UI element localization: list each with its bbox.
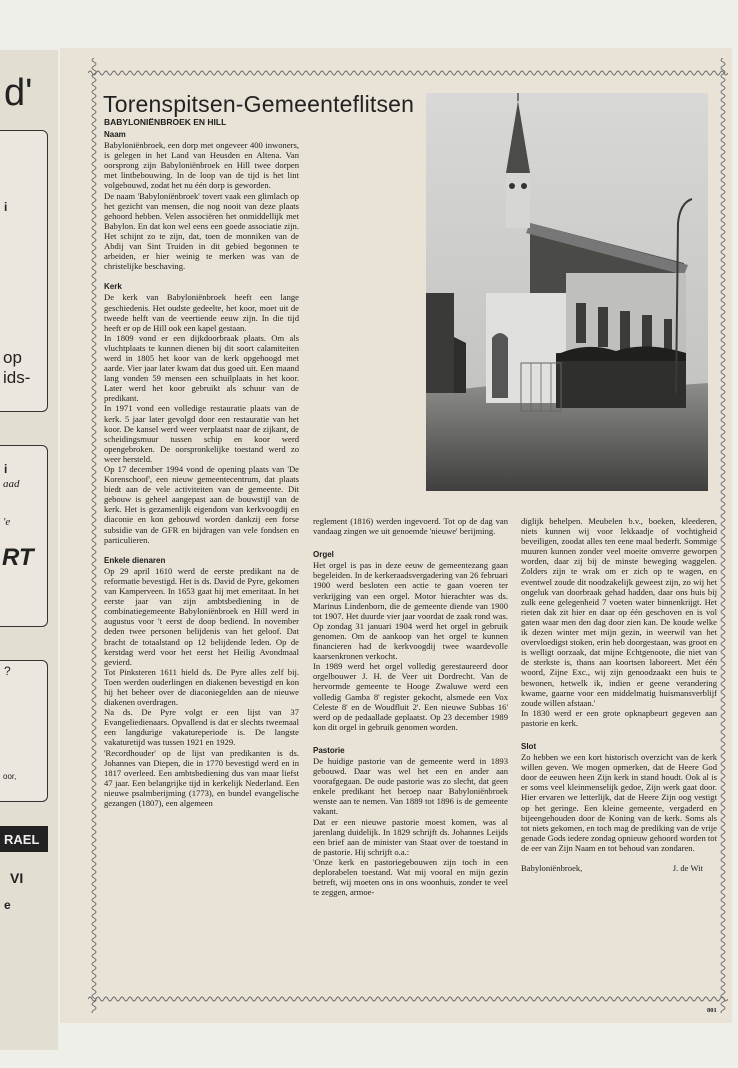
paragraph: Dat er een nieuwe pastorie moest komen, was al jarenlang duidelijk. In 1829 schrijft ds. Johannes Leijds een brief aan de minister van Staat over de toestand in de pastorie. Hij schrijft o.a.: xyxy=(313,816,508,857)
previous-page-edge xyxy=(0,50,58,1050)
paragraph: De huidige pastorie van de gemeente werd in 1893 gebouwd. Daar was wel het een en ander aan voorafgegaan. De oude pastorie was zo slecht, dat geen enkele predikant het beroep naar Babyloniënbroek wenste aan te nemen. Van 1889 tot 1896 is de gemeente vakant. xyxy=(313,755,508,817)
border-bottom xyxy=(88,994,728,1004)
border-top xyxy=(88,68,728,78)
paragraph: 'Onze kerk en pastoriegebouwen zijn toch in een deplorabelen toestand. Wat mij vooral en mijn gezin betreft, wij moeten ons in ons woonhuis, zonder te veel te zeggen, armoe- xyxy=(313,856,508,898)
paragraph: Na ds. De Pyre volgt er een lijst van 37 Evangeliedienaars. Opvallend is dat er slechts tweemaal een langdurige vakatureperiode is. De langste vakaturetijd was tussen 1921 en 1929. xyxy=(104,707,299,748)
border-right xyxy=(718,58,728,1013)
section-heading-naam: Naam xyxy=(104,130,126,139)
section-heading-slot: Slot xyxy=(521,741,537,751)
paragraph: De kerk van Babyloniënbroek heeft een lange geschiedenis. Het oudste gedeelte, het koor, moet uit de tweede helft van de veertiende eeuw zijn. In die tijd heeft er op de Hill ook een kapel gestaan. xyxy=(104,292,299,333)
signature xyxy=(521,863,717,873)
paragraph: Tot Pinksteren 1611 hield ds. De Pyre alles zelf bij. Toen werden ouderlingen en diakenen bevestigd en kon hij het beheer over de diaconiegelden aan de nieuwe diakenen overdragen. xyxy=(104,666,299,708)
church-photo xyxy=(426,93,708,491)
article-title: Torenspitsen-Gemeenteflitsen xyxy=(103,91,415,117)
article-subtitle: BABYLONIËNBROEK EN HILL xyxy=(104,117,227,127)
spine-text-q: ? xyxy=(4,664,11,678)
paragraph: Babyloniënbroek, een dorp met ongeveer 400 inwoners, is gelegen in het Land van Heusden en Altena. Van oorsprong zijn Babyloniënbroek en Hill twee dorpen met lintbebouwing. In de loop van de tijd is het lint volgebouwd, zodat het nu één dorp is geworden. xyxy=(104,140,299,191)
spine-text-aad: aad xyxy=(3,478,20,490)
paragraph: In 1971 vond een volledige restauratie plaats van de kerk. 5 jaar later gevolgd door een restauratie van het koor. De kansel werd weer verplaatst naar de zijkant, de scheidingsmuur tussen schip en koor werd opengebroken. De oorspronkelijke toestand werd zo weer hersteld. xyxy=(104,403,299,464)
section-heading-kerk: Kerk xyxy=(104,282,122,292)
paragraph: Op 29 april 1610 werd de eerste predikant na de reformatie bevestigd. Het is ds. David de Pyre, gekomen van Kamperveen. In 1653 gaat hij met emeritaat. In het eerste jaar van zijn ambtsbediening in de combinatiegemeente Babyloniënbroek en Hill werd in augustus voor 't eerst de doop bediend. In november deden twee personen belijdenis van het geloof. Dat bracht de totaalstand op 12 belijdende leden. Op de kerstdag werd voor het eerst het Heilig Avondmaal gevierd. xyxy=(104,565,299,667)
spine-text-i: i xyxy=(4,200,8,214)
signature-author: J. de Wit xyxy=(672,863,703,873)
paragraph: In 1989 werd het orgel volledig gerestaureerd door orgelbouwer J. H. de Veer uit Dordrecht. Van de hervormde gemeente te Hooge Zwaluwe werd een volledig Gamba 8' register gekocht, alsmede een Vox Celeste 8' en de Woudfluit 2'. Een nieuwe Subbas 16' werd op de pedaallade geplaatst. Op 23 december 1989 kon dit orgel in gebruik genomen worden. xyxy=(313,661,508,732)
spine-text-e2: e xyxy=(4,898,11,912)
spine-text-ids: ids- xyxy=(3,368,31,387)
spine-text-op: op xyxy=(3,348,22,367)
paragraph: In 1830 werd er een grote opknapbeurt gegeven aan pastorie en kerk. xyxy=(521,707,717,728)
section-heading-orgel: Orgel xyxy=(313,550,334,560)
spine-text-oor: oor, xyxy=(3,772,17,781)
paragraph: 'Recordhouder' op de lijst van predikanten is ds. Johannes van Diepen, die in 1770 bevestigd werd en in 1817 overleed. Een ambtsbediening dus van maar liefst 47 jaar. Een belangrijke tijd in kerkelijk Nederland. Een nieuwe psalmberijming (1773), en bundel evangelische gezangen (1807), een algemeen xyxy=(104,747,299,808)
paragraph: Het orgel is pas in deze eeuw de gemeentezang gaan begeleiden. In de kerkeraadsvergadering van 26 februari 1900 werd besloten een actie te gaan voeren ter verkrijging van een orgel. Motor hierachter was ds. Marinus Lindenborn, die de gemeente diende van 1900 tot 1907. Het duurde vier jaar voordat de zaak rond was. Op zondag 31 januari 1904 werd het orgel in gebruik genomen. Om de aankoop van het orgel te kunnen financieren had de kerkvoogdij twee waardevolle kaarsenkronen verkocht. xyxy=(313,560,508,662)
section-heading-dienaren: Enkele dienaren xyxy=(104,555,166,565)
spine-text-rael: RAEL xyxy=(4,832,40,847)
column-1 xyxy=(104,126,299,808)
border-left xyxy=(89,58,99,1013)
paragraph: reglement (1816) werden ingevoerd. Tot op de dag van vandaag zingen we uit genoemde 'nieuwe' berijming. xyxy=(313,516,508,537)
column-2 xyxy=(313,516,508,897)
paragraph: De naam 'Babyloniënbroek' tovert vaak een glimlach op het gezicht van mensen, die nog nooit van deze plaats gehoord hebben. Velen associëren het onmiddellijk met Babylon. En dat kon wel eens een goede associatie zijn. Het schijnt zo te zijn, dat, toen de monniken van de Abdij van Sint Truiden in dit gebied begonnen te arbeiden, er hier weinig te merken was van de christelijke beschaving. xyxy=(104,190,299,272)
page-number: 801 xyxy=(707,1007,717,1014)
spine-text-top: d' xyxy=(4,72,33,114)
column-3 xyxy=(521,516,717,873)
paragraph: In 1809 vond er een dijkdoorbraak plaats. Om als vluchtplaats te kunnen dienen bij dit soort calamiteiten werd in 1805 het koor van de kerk opgehoogd met aarde. Vier jaar later kwam dat dus goed uit. Een maand lang vonden 59 mensen een schuilplaats in het koor. Later werd het koor gebruikt als schuur van de predikant. xyxy=(104,332,299,404)
spine-logo-rt: RT xyxy=(2,544,34,571)
paragraph: Zo hebben we een kort historisch overzicht van de kerk willen geven. We mogen opmerken, dat de Heere God door de eeuwen heen Zijn kerk in stand houdt. Ook al is er soms veel kleinmenselijk gedoe, Zijn werk gaat door. Hier ervaren we letterlijk, dat de Heere Zijn oog vestigt op het geringe. Een kleine gemeente, vergaderd en bijeengehouden door de Koning van de kerk. Soms als tot niets gekomen, en toch mag de prediking van de vrije genade Gods iedere zondag opnieuw gehoord worden tot de eer van Zijn Naam en tot behoud van zondaren. xyxy=(521,752,717,853)
signature-place: Babyloniënbroek, xyxy=(521,863,583,873)
paragraph: diglijk behelpen. Meubelen b.v., boeken, kleederen, niets kunnen wij voor lekkaadje of vochtigheid beveiligen, zoodat alles ten eene maal bederft. Sommige muuren kunnen zonder veel moeite omverre geworpen worden, daar zij bij de minste beweging waggelen. Zolders zijn te wrak om er zich op te wagen, en eventwel zoude dit noodzakelijk geweest zijn, zo wij het ongeluk van doorbraak gehad hadden, daar ons huis bij zulk eene gelegenheid 7 voeten water binnenkrijgt. Het rieten dak zit hier en daar op één geschoven en is vol gaten waar men den dag door zien kan. De koude welke ik dezen winter met mijn gezin, in weerwil van het overvloedigst stoken, erin heb doorgestaan, was groot en is welligt oorzaak, dat mijne Echtgenoote, die niet van de sterkste is, thans aan koortsen laboreert. Met één woord, Zijne Exc., wij zijn genoodzaakt een huis te bewonen, hetwelk ik, indien er geene verandering kwame, gaarne voor een middelmatig huismansverblijf zoude willen afstaan.' xyxy=(521,516,717,708)
section-heading-pastorie: Pastorie xyxy=(313,745,345,755)
paragraph: Op 17 december 1994 vond de opening plaats van 'De Korenschoof', een nieuw gemeentecentrum, dat plaats biedt aan de vele activiteiten van de gemeente. Dit gebouw is geheel aangepast aan de bouwstijl van de kerk. Het is gezamenlijk eigendom van kerkvoogdij en diaconie en kon gebouwd worden dankzij een forse subsidie van de GFR en bijdragen van vele fondsen en particulieren. xyxy=(104,464,299,545)
spine-text-vi: VI xyxy=(10,870,24,886)
spine-text-e: 'e xyxy=(3,516,11,528)
spine-text-i2: i xyxy=(4,462,8,476)
